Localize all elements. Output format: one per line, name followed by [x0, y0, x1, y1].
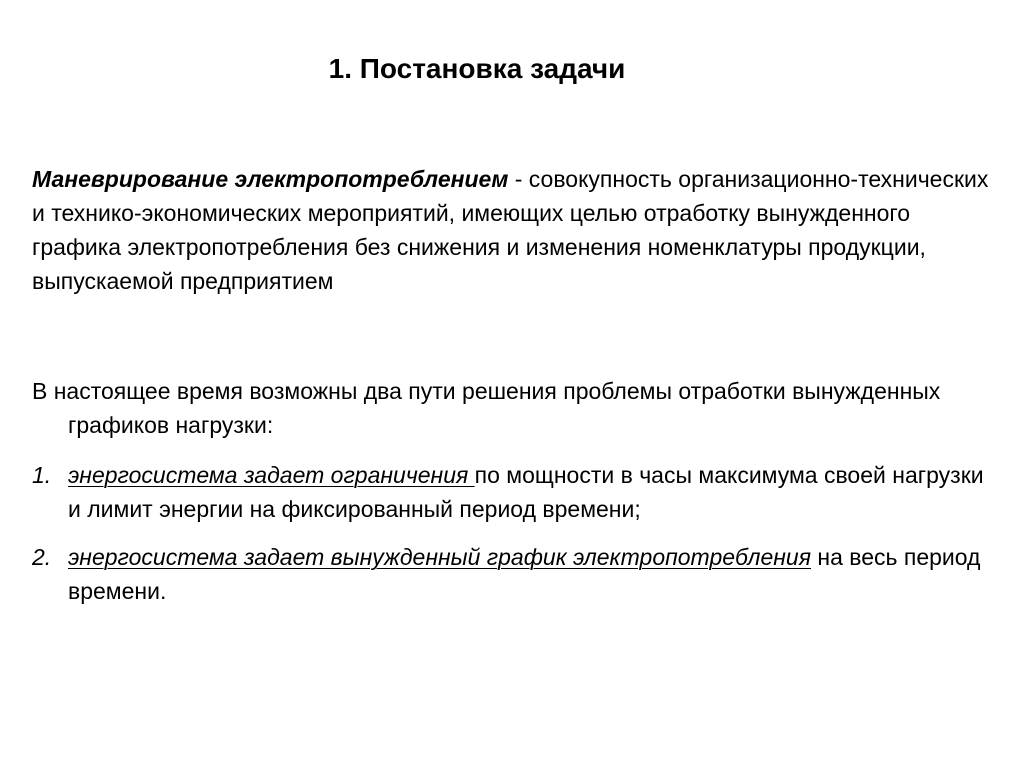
definition-term: Маневрирование электропотреблением	[32, 166, 509, 192]
intro-paragraph: В настоящее время возможны два пути решения проблемы отработки вынужденных графиков нагрузки:	[32, 378, 941, 438]
list-item-number: 1.	[32, 462, 52, 488]
list-item-text: по мощности в часы максимума своей нагрузки и лимит энергии на фиксированный период времени;	[68, 462, 984, 522]
list-item-number: 2.	[32, 544, 52, 570]
definition-paragraph	[32, 162, 992, 298]
slide-title: 1. Постановка задачи	[328, 53, 626, 84]
list-item-lead: энергосистема задает вынужденный график электропотребления	[68, 544, 811, 570]
list-item	[32, 540, 992, 608]
definition-text: - совокупность организационно-технических и технико-экономических мероприятий, имеющих целью отработку вынужденного графика электропотребления без снижения и изменения номенклатуры продукции, выпускаемой предприятием	[32, 166, 989, 294]
list-item-lead: энергосистема задает ограничения	[68, 462, 475, 488]
list-item	[32, 458, 992, 526]
list-item-text: на весь период времени.	[68, 544, 981, 604]
